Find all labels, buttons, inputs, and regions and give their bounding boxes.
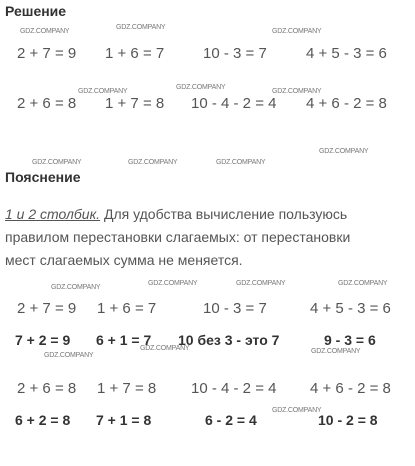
explanation-text: Для удобства вычисление пользуюсь — [100, 206, 348, 222]
explanation-highlight: 1 и 2 столбик. — [5, 206, 101, 222]
explanation-equation: 1 + 7 = 8 — [97, 380, 157, 397]
explanation-equation: 10 - 4 - 2 = 4 — [191, 380, 277, 397]
explanation-equation: 10 - 3 = 7 — [203, 300, 267, 317]
solution-equation: 2 + 7 = 9 — [17, 45, 77, 62]
watermark-text: GDZ.COMPANY — [176, 84, 226, 91]
explanation-bold-equation: 10 без 3 - это 7 — [178, 332, 280, 348]
explanation-equation: 2 + 6 = 8 — [17, 380, 77, 397]
explanation-line: мест слагаемых сумма не меняется. — [5, 252, 243, 268]
watermark-text: GDZ.COMPANY — [338, 280, 388, 287]
watermark-text: GDZ.COMPANY — [51, 284, 101, 291]
watermark-text: GDZ.COMPANY — [236, 280, 286, 287]
solution-equation: 1 + 6 = 7 — [105, 45, 165, 62]
explanation-bold-equation: 6 + 1 = 7 — [96, 332, 152, 348]
explanation-bold-equation: 9 - 3 = 6 — [324, 332, 376, 348]
explanation-line — [5, 203, 350, 226]
explanation-equation: 4 + 5 - 3 = 6 — [310, 300, 391, 317]
explanation-equation: 4 + 6 - 2 = 8 — [310, 380, 391, 397]
explanation-bold-equation: 10 - 2 = 8 — [318, 412, 378, 428]
watermark-text: GDZ.COMPANY — [140, 345, 190, 352]
explanation-equation: 2 + 7 = 9 — [17, 300, 77, 317]
watermark-text: GDZ.COMPANY — [216, 159, 266, 166]
watermark-text: GDZ.COMPANY — [32, 159, 82, 166]
explanation-paragraph — [5, 203, 350, 272]
watermark-text: GDZ.COMPANY — [272, 407, 322, 414]
watermark-text: GDZ.COMPANY — [148, 280, 198, 287]
watermark-text: GDZ.COMPANY — [311, 348, 361, 355]
watermark-text: GDZ.COMPANY — [272, 88, 322, 95]
watermark-text: GDZ.COMPANY — [44, 352, 94, 359]
solution-equation: 2 + 6 = 8 — [17, 95, 77, 112]
explanation-line: правилом перестановки слагаемых: от перестановки — [5, 229, 351, 245]
solution-equation: 4 + 5 - 3 = 6 — [306, 45, 387, 62]
solution-equation: 4 + 6 - 2 = 8 — [306, 95, 387, 112]
solution-heading: Решение — [5, 3, 67, 19]
solution-equation: 10 - 3 = 7 — [203, 45, 267, 62]
watermark-text: GDZ.COMPANY — [128, 159, 178, 166]
watermark-text: GDZ.COMPANY — [319, 148, 369, 155]
explanation-bold-equation: 6 + 2 = 8 — [15, 412, 71, 428]
watermark-text: GDZ.COMPANY — [116, 24, 166, 31]
solution-equation: 10 - 4 - 2 = 4 — [191, 95, 277, 112]
explanation-bold-equation: 7 + 2 = 9 — [15, 332, 71, 348]
watermark-text: GDZ.COMPANY — [272, 28, 322, 35]
watermark-text: GDZ.COMPANY — [20, 28, 70, 35]
explanation-bold-equation: 7 + 1 = 8 — [96, 412, 152, 428]
explanation-equation: 1 + 6 = 7 — [97, 300, 157, 317]
watermark-text: GDZ.COMPANY — [78, 88, 128, 95]
solution-equation: 1 + 7 = 8 — [105, 95, 165, 112]
explanation-bold-equation: 6 - 2 = 4 — [205, 412, 257, 428]
explanation-heading: Пояснение — [5, 169, 81, 185]
